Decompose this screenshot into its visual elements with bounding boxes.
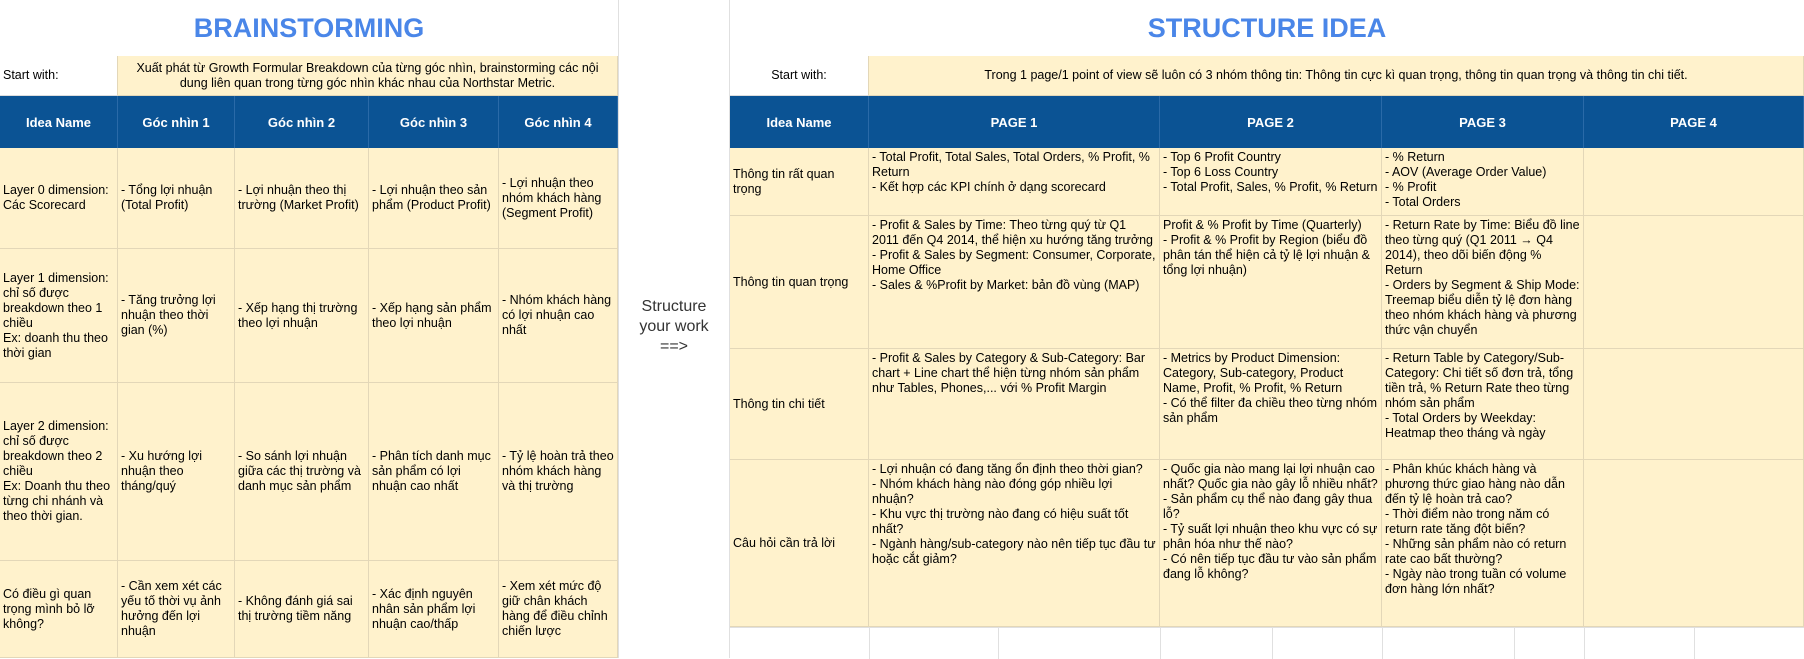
right-row-3-page-2: - Quốc gia nào mang lại lợi nhuận cao nhất? Quốc gia nào gây lỗ nhiều nhất? - Sản phẩm cụ thể nào đang gây thua lỗ? - Tỷ suất lợi nhuận theo khu vực có sự phân hóa như thế nào? - Có nên tiếp tục đầu tư vào sản phẩm đang lỗ không?: [1160, 460, 1382, 627]
right-row-3-page-4: [1584, 460, 1804, 627]
empty-grid-row: [730, 627, 1804, 658]
left-row-3-col-2: - Không đánh giá sai thị trường tiềm năng: [235, 561, 369, 658]
right-row-3-idea: Câu hỏi cần trả lời: [730, 460, 869, 627]
left-row-2-col-4: - Tỷ lệ hoàn trả theo nhóm khách hàng và thị trường: [499, 383, 618, 561]
right-row-1-page-2: Profit & % Profit by Time (Quarterly) - Profit & % Profit by Region (biểu đồ phân tán thể hiện cả tỷ lệ lợi nhuận & tổng lợi nhuận): [1160, 216, 1382, 349]
right-header-idea-name: Idea Name: [730, 96, 869, 148]
right-header-page-1: PAGE 1: [869, 96, 1160, 148]
grid-line: [1584, 628, 1585, 659]
left-row-1-col-3: - Xếp hạng sản phẩm theo lợi nhuận: [369, 249, 499, 383]
left-row-3-col-4: - Xem xét mức độ giữ chân khách hàng để điều chỉnh chiến lược: [499, 561, 618, 658]
left-start-label: Start with:: [0, 56, 118, 96]
left-header-goc-nhin-3: Góc nhìn 3: [369, 96, 499, 148]
left-header-goc-nhin-1: Góc nhìn 1: [118, 96, 235, 148]
right-row-0-page-1: - Total Profit, Total Sales, Total Orders, % Profit, % Return - Kết hợp các KPI chính ở dạng scorecard: [869, 148, 1160, 216]
left-row-2-col-1: - Xu hướng lợi nhuận theo tháng/quý: [118, 383, 235, 561]
right-row-2-page-3: - Return Table by Category/Sub-Category: Chi tiết số đơn trả, tổng tiền trả, % Return Rate theo từng nhóm sản phẩm - Total Orders by Weekday: Heatmap theo tháng và ngày: [1382, 349, 1584, 460]
grid-line: [869, 628, 870, 659]
left-row-0-idea: Layer 0 dimension: Các Scorecard: [0, 148, 118, 249]
left-row-0-col-3: - Lợi nhuận theo sản phẩm (Product Profit): [369, 148, 499, 249]
left-row-2-idea: Layer 2 dimension: chỉ số được breakdown theo 2 chiều Ex: Doanh thu theo từng chi nhánh và theo thời gian.: [0, 383, 118, 561]
grid-line: [1382, 628, 1383, 659]
right-start-label: Start with:: [730, 56, 869, 96]
right-row-0-page-2: - Top 6 Profit Country - Top 6 Loss Country - Total Profit, Sales, % Profit, % Return: [1160, 148, 1382, 216]
right-row-1-page-3: - Return Rate by Time: Biểu đồ line theo từng quý (Q1 2011 → Q4 2014), theo dõi biến động % Return - Orders by Segment & Ship Mode: Treemap biểu diễn tỷ lệ đơn hàng theo nhóm khách hàng và phương thức vận chuyển: [1382, 216, 1584, 349]
right-row-3-page-3: - Phân khúc khách hàng và phương thức giao hàng nào dẫn đến tỷ lệ hoàn trả cao? - Thời điểm nào trong năm có return rate tăng đột biến? - Những sản phẩm nào có return rate cao bất thường? - Ngày nào trong tuần có volume đơn hàng lớn nhất?: [1382, 460, 1584, 627]
right-header-page-3: PAGE 3: [1382, 96, 1584, 148]
right-start-text: Trong 1 page/1 point of view sẽ luôn có 3 nhóm thông tin: Thông tin cực kì quan trọng, thông tin quan trọng và thông tin chi tiết.: [869, 56, 1804, 96]
right-row-3-page-1: - Lợi nhuận có đang tăng ổn định theo thời gian? - Nhóm khách hàng nào đóng góp nhiều lợi nhuận? - Khu vực thị trường nào đang có hiệu suất tốt nhất? - Ngành hàng/sub-category nào nên tiếp tục đầu tư hoặc cắt giảm?: [869, 460, 1160, 627]
grid-line: [1514, 628, 1515, 659]
left-row-1-col-1: - Tăng trưởng lợi nhuận theo thời gian (%): [118, 249, 235, 383]
left-row-1-col-4: - Nhóm khách hàng có lợi nhuận cao nhất: [499, 249, 618, 383]
right-row-2-page-2: - Metrics by Product Dimension: Category, Sub-category, Product Name, Profit, % Profit, % Return - Có thể filter đa chiều theo từng nhóm sản phẩm: [1160, 349, 1382, 460]
right-row-2-page-1: - Profit & Sales by Category & Sub-Category: Bar chart + Line chart thể hiện từng nhóm sản phẩm như Tables, Phones,... với % Profit Margin: [869, 349, 1160, 460]
grid-line: [998, 628, 999, 659]
right-row-0-page-4: [1584, 148, 1804, 216]
right-row-1-page-1: - Profit & Sales by Time: Theo từng quý từ Q1 2011 đến Q4 2014, thể hiện xu hướng tăng trưởng - Profit & Sales by Segment: Consumer, Corporate, Home Office - Sales & %Profit by Market: bản đồ vùng (MAP): [869, 216, 1160, 349]
right-row-1-idea: Thông tin quan trọng: [730, 216, 869, 349]
right-row-2-idea: Thông tin chi tiết: [730, 349, 869, 460]
grid-line: [1272, 628, 1273, 659]
left-start-text: Xuất phát từ Growth Formular Breakdown của từng góc nhìn, brainstorming các nội dung liên quan trong từng góc nhìn khác nhau của Northstar Metric.: [118, 56, 618, 96]
left-header-goc-nhin-2: Góc nhìn 2: [235, 96, 369, 148]
right-header-page-4: PAGE 4: [1584, 96, 1804, 148]
left-row-3-idea: Có điều gì quan trọng mình bỏ lỡ không?: [0, 561, 118, 658]
left-row-2-col-3: - Phân tích danh mục sản phẩm có lợi nhuận cao nhất: [369, 383, 499, 561]
left-row-3-col-1: - Cần xem xét các yếu tố thời vụ ảnh hưởng đến lợi nhuận: [118, 561, 235, 658]
right-row-0-idea: Thông tin rất quan trọng: [730, 148, 869, 216]
right-row-0-page-3: - % Return - AOV (Average Order Value) - % Profit - Total Orders: [1382, 148, 1584, 216]
brainstorming-title: BRAINSTORMING: [0, 0, 618, 56]
structure-idea-title: STRUCTURE IDEA: [730, 0, 1804, 56]
right-header-page-2: PAGE 2: [1160, 96, 1382, 148]
left-row-1-col-2: - Xếp hạng thị trường theo lợi nhuận: [235, 249, 369, 383]
left-row-0-col-2: - Lợi nhuận theo thị trường (Market Profit): [235, 148, 369, 249]
right-row-2-page-4: [1584, 349, 1804, 460]
left-row-0-col-4: - Lợi nhuận theo nhóm khách hàng (Segment Profit): [499, 148, 618, 249]
right-row-1-page-4: [1584, 216, 1804, 349]
structure-arrow-text: Structure your work ==>: [639, 298, 709, 355]
left-header-idea-name: Idea Name: [0, 96, 118, 148]
grid-line: [1694, 628, 1695, 659]
left-row-1-idea: Layer 1 dimension: chỉ số được breakdown theo 1 chiều Ex: doanh thu theo thời gian: [0, 249, 118, 383]
left-row-2-col-2: - So sánh lợi nhuận giữa các thị trường và danh mục sản phẩm: [235, 383, 369, 561]
grid-line: [1160, 628, 1161, 659]
left-header-goc-nhin-4: Góc nhìn 4: [499, 96, 618, 148]
left-row-0-col-1: - Tổng lợi nhuận (Total Profit): [118, 148, 235, 249]
left-row-3-col-3: - Xác định nguyên nhân sản phẩm lợi nhuận cao/thấp: [369, 561, 499, 658]
